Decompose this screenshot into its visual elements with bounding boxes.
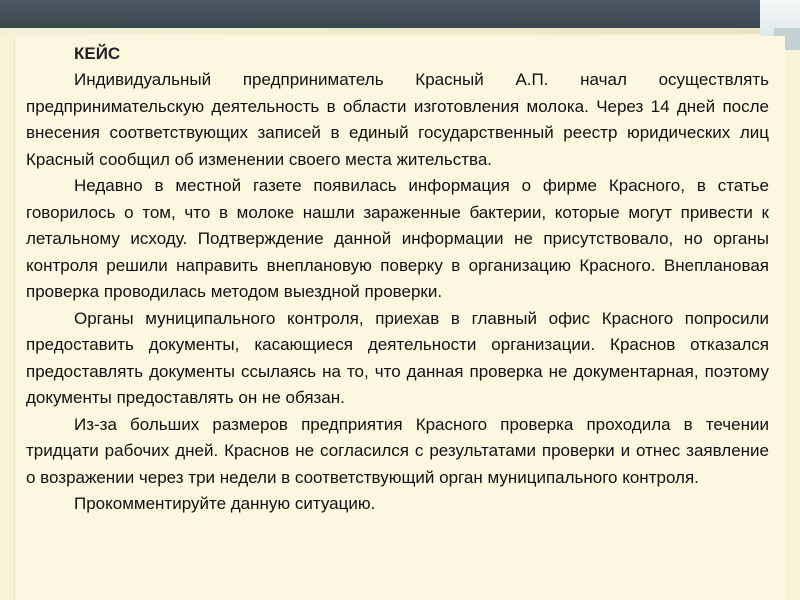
paragraph-3: Органы муниципального контроля, приехав в главный офис Красного попросили предоставить документы, касающиеся деятельности организации. Краснов отказался предоставлять документы ссылаясь на то, что данная проверка не документарная, поэтому документы предоставлять он не обязан. xyxy=(26,308,769,407)
paragraph-5: Прокомментируйте данную ситуацию. xyxy=(74,494,376,513)
top-decorative-band xyxy=(0,0,800,28)
content-panel xyxy=(14,36,785,600)
paragraph-2: Недавно в местной газете появилась информация о фирме Красного, в статье говорилось о том, что в молоке нашли зараженные бактерии, которые могут привести к летальному исходу. Подтверждение данной информации не присутствовало, но органы контроля решили направить внеплановую поверку в организацию Красного. Внеплановая проверка проводилась методом выездной проверки. xyxy=(26,176,769,301)
paragraph-4: Из-за больших размеров предприятия Красного проверка проходила в течении тридцати рабочих дней. Краснов не согласился с результатами проверки и отнес заявление о возражении через три недели в соответствующий орган муниципального контроля. xyxy=(26,414,769,487)
paragraph-1: Индивидуальный предприниматель Красный А.П. начал осуществлять предпринимательскую деятельность в области изготовления молока. Через 14 дней после внесения соответствующих записей в единый государственный реестр юридических лиц Красный сообщил об изменении своего места жительства. xyxy=(26,70,769,169)
document-title: КЕЙС xyxy=(74,44,121,63)
header-divider xyxy=(0,28,760,34)
